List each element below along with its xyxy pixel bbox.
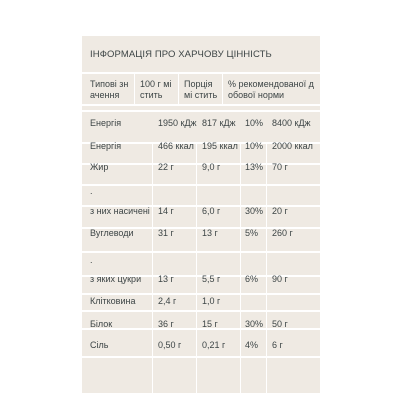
- divider: [222, 72, 223, 106]
- header-per-100g: 100 г мі стить: [140, 79, 172, 100]
- row-portion: 5,5 г: [202, 274, 221, 284]
- row-name: Енергія: [90, 118, 122, 128]
- row-portion: 15 г: [202, 319, 218, 329]
- header-per-portion: Порція мі стить: [184, 79, 218, 100]
- row-reference: 260 г: [272, 228, 293, 238]
- row-percent: 30%: [245, 206, 264, 216]
- row-reference: 50 г: [272, 319, 288, 329]
- row-portion: 6,0 г: [202, 206, 221, 216]
- row-reference: 90 г: [272, 274, 288, 284]
- table-title: ІНФОРМАЦІЯ ПРО ХАРЧОВУ ЦІННІСТЬ: [90, 49, 272, 60]
- row-per100: 14 г: [158, 206, 174, 216]
- row-portion: 1,0 г: [202, 296, 221, 306]
- nutrition-info-card: [82, 36, 320, 393]
- row-portion: 13 г: [202, 228, 218, 238]
- divider: [152, 142, 153, 393]
- divider: [82, 184, 320, 186]
- divider: [196, 142, 197, 393]
- divider: [240, 142, 241, 393]
- row-name: .: [90, 255, 93, 265]
- row-name: Сіль: [90, 340, 109, 350]
- divider: [82, 310, 320, 312]
- row-reference: 2000 ккал: [272, 141, 313, 151]
- row-reference: 6 г: [272, 340, 283, 350]
- row-per100: 1950 кДж: [158, 118, 197, 128]
- row-percent: 6%: [245, 274, 259, 284]
- divider: [82, 251, 320, 253]
- row-name: Вуглеводи: [90, 228, 134, 238]
- row-per100: 0,50 г: [158, 340, 182, 350]
- row-percent: 10%: [245, 141, 264, 151]
- row-percent: 13%: [245, 162, 264, 172]
- divider: [82, 104, 320, 106]
- divider: [178, 72, 179, 106]
- row-percent: 5%: [245, 228, 259, 238]
- row-portion: 0,21 г: [202, 340, 226, 350]
- header-reference-intake: % рекомендованої д обової норми: [228, 79, 314, 100]
- row-per100: 466 ккал: [158, 141, 194, 151]
- row-percent: 30%: [245, 319, 264, 329]
- row-name: Білок: [90, 319, 113, 329]
- row-portion: 195 ккал: [202, 141, 238, 151]
- divider: [82, 356, 320, 358]
- divider: [82, 72, 320, 74]
- row-name: з них насичені: [90, 206, 150, 216]
- row-name: Енергія: [90, 141, 122, 151]
- row-name: з яких цукри: [90, 274, 142, 284]
- row-per100: 13 г: [158, 274, 174, 284]
- row-percent: 4%: [245, 340, 259, 350]
- row-reference: 20 г: [272, 206, 288, 216]
- divider: [82, 293, 320, 295]
- row-per100: 31 г: [158, 228, 174, 238]
- header-typical-values: Типові зн ачення: [90, 79, 129, 100]
- row-per100: 2,4 г: [158, 296, 177, 306]
- row-reference: 8400 кДж: [272, 118, 311, 128]
- row-name: .: [90, 186, 93, 196]
- divider: [82, 110, 320, 112]
- divider: [134, 72, 135, 106]
- row-portion: 817 кДж: [202, 118, 236, 128]
- row-reference: 70 г: [272, 162, 288, 172]
- row-name: Клітковина: [90, 296, 136, 306]
- row-per100: 36 г: [158, 319, 174, 329]
- row-portion: 9,0 г: [202, 162, 221, 172]
- row-per100: 22 г: [158, 162, 174, 172]
- divider: [266, 142, 267, 393]
- row-name: Жир: [90, 162, 109, 172]
- row-percent: 10%: [245, 118, 264, 128]
